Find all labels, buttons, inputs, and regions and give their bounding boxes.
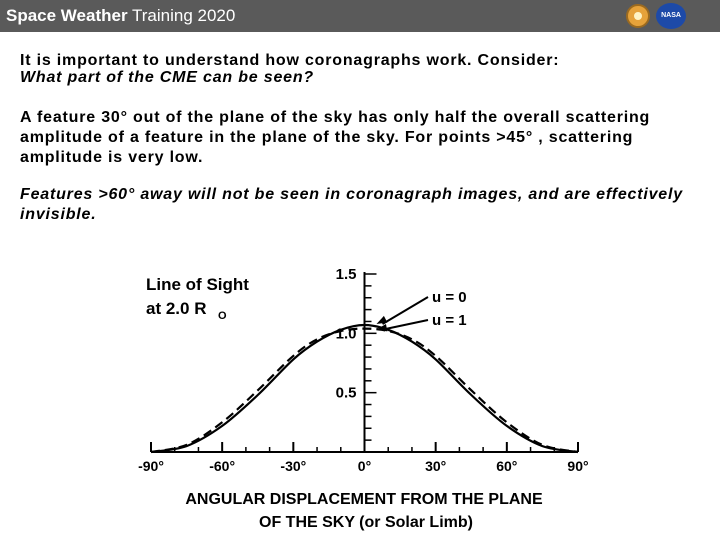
intro-line: It is important to understand how coronagraphs work. Consider:: [20, 52, 560, 69]
header-title-rest: Training 2020: [127, 6, 236, 25]
x-tick-label: -60°: [209, 458, 236, 474]
x-tick-label: 90°: [567, 458, 589, 474]
x-axis-label-line1: ANGULAR DISPLACEMENT FROM THE PLANE: [185, 491, 543, 508]
question-line: What part of the CME can be seen?: [20, 69, 314, 86]
y-tick-label: 1.0: [335, 325, 357, 343]
x-tick-label: 30°: [425, 458, 447, 474]
legend-label: u = 1: [432, 312, 467, 329]
chart-title-subscript: O: [218, 310, 227, 322]
chart-title-line1: Line of Sight: [146, 275, 249, 294]
header-title-bold: Space Weather: [6, 6, 128, 25]
scattering-figure: [120, 262, 620, 538]
x-tick-label: 60°: [496, 458, 518, 474]
x-axis-label-line2: OF THE SKY (or Solar Limb): [259, 514, 473, 531]
scattering-chart: [120, 262, 620, 538]
nasa-logo-icon: NASA: [656, 3, 686, 29]
y-tick-label: 0.5: [335, 384, 357, 402]
x-tick-label: -90°: [138, 458, 164, 474]
paragraph-scattering: A feature 30° out of the plane of the sky has only half the overall scattering amplitude of a feature in the plane of the sky. For points >45° , scattering amplitude is very low.: [20, 109, 651, 166]
x-tick-label: 0°: [357, 458, 372, 474]
paragraph-invisible: Features >60° away will not be seen in coronagraph images, and are effectively invisible.: [20, 186, 683, 223]
legend-arrow-line: [383, 297, 429, 324]
x-tick-label: -30°: [280, 458, 307, 474]
header-title: [6, 6, 235, 26]
chart-title-line2: at 2.0 R: [146, 299, 207, 318]
legend-label: u = 0: [432, 289, 467, 306]
y-tick-label: 1.5: [335, 266, 357, 283]
sun-logo-icon: [626, 4, 650, 28]
header-bar: [0, 0, 720, 32]
legend-arrow-line: [383, 320, 429, 330]
